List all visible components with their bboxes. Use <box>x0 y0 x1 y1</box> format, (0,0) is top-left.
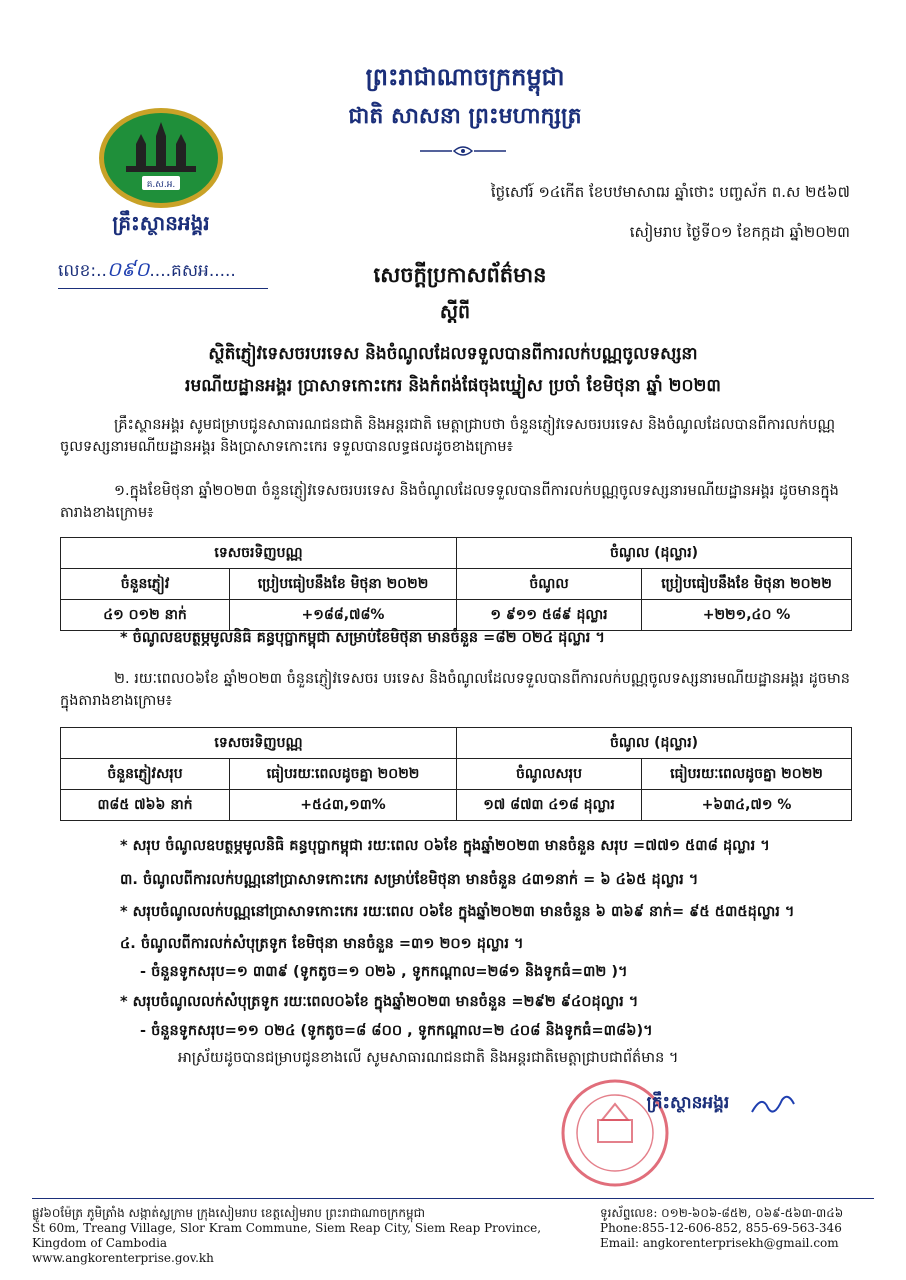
table-column-header: ប្រៀបធៀបនឹងខែ មិថុនា ២០២២ <box>230 569 457 600</box>
table-group-header: ទេសចរទិញបណ្ណ <box>61 538 457 569</box>
boat-count-six-month: - ចំនួនទូកសរុប=១១ ០២៤ (ទូកតូច=៨ ៨០០ , ទូកកណ្តាល=២ ៤០៨ និងទូកធំ=៣៨៦)។ <box>140 1023 653 1039</box>
lunar-date: ថ្ងៃសៅរ៍ ១៤កើត ខែបឋមាសាឍ ឆ្នាំថោះ បញ្ចស័ក ព.ស ២៥៦៧ <box>490 183 850 201</box>
table-group-header: ចំណូល (ដុល្លារ) <box>457 538 852 569</box>
table-cell: +១៨៨,៧៨% <box>230 600 457 631</box>
national-motto: ជាតិ សាសនា ព្រះមហាក្សត្រ <box>348 104 582 129</box>
six-month-stats-table <box>60 727 852 821</box>
kingdom-heading: ព្រះរាជាណាចក្រកម្ពុជា <box>365 63 565 91</box>
note-boat-six-month: * សរុបចំណូលលក់សំបុត្រទូក រយៈពេល០៦ខែ ក្នុងឆ្នាំ២០២៣ មានចំនួន =២៩២ ៩៤០ដុល្លារ ។ <box>120 994 639 1010</box>
note-kantha-bopha-monthly: * ចំណូលឧបត្ថម្ភមូលនិធិ គន្ធបុប្ផាកម្ពុជា សម្រាប់ខែមិថុនា មានចំនួន =៨២ ០២៤ ដុល្លារ ។ <box>120 630 605 646</box>
document-title: សេចក្តីប្រកាសព័ត៌មាន <box>373 263 547 287</box>
table-column-header: ចំនួនភ្ញៀវសរុប <box>61 759 230 790</box>
table-row <box>61 790 852 821</box>
note-koh-ker-six-month: * សរុបចំណូលលក់បណ្ណនៅប្រាសាទកោះកេរ រយៈពេល ០៦ខែ ក្នុងឆ្នាំ២០២៣ មានចំនួន ៦ ៣៦៩ នាក់= ៩៥ ៥៣៥ដុល្លារ ។ <box>120 904 795 920</box>
footer-address-kh: ផ្លូវ៦០ម៉ែត្រ ភូមិត្រាំង សង្កាត់ស្លក្រាម ក្រុងសៀមរាប ខេត្តសៀមរាប ព្រះរាជាណាចក្រកម្ពុជា <box>32 1206 426 1220</box>
table-column-header: ធៀបរយៈពេលដូចគ្នា ២០២២ <box>230 759 457 790</box>
footer-divider <box>32 1198 874 1199</box>
table-column-header: ចំណូល <box>457 569 642 600</box>
table-group-header: ទេសចរទិញបណ្ណ <box>61 728 457 759</box>
table-column-header: ចំនួនភ្ញៀវ <box>61 569 230 600</box>
section1-paragraph: ១.ក្នុងខែមិថុនា ឆ្នាំ២០២៣ ចំនួនភ្ញៀវទេសចរបរទេស និងចំណូលដែលទទួលបានពីការលក់បណ្ណចូលទស្សនារមណីយដ្ឋានអង្គរ ដូចមានក្នុងតារាងខាងក្រោម៖ <box>60 483 839 521</box>
section4-boat-monthly: ៤. ចំណូលពីការលក់សំបុត្រទូក ខែមិថុនា មានចំនួន =៣១ ២០១ ដុល្លារ ។ <box>120 936 524 952</box>
subject-heading-line2: រមណីយដ្ឋានអង្គរ ប្រាសាទកោះកេរ និងកំពង់ផែចុងឃ្នៀស ប្រចាំ ខែមិថុនា ឆ្នាំ ២០២៣ <box>185 376 721 396</box>
ornament-divider-icon <box>418 144 508 158</box>
section2-paragraph: ២. រយៈពេល០៦ខែ ឆ្នាំ២០២៣ ចំនួនភ្ញៀវទេសចរ បរទេស និងចំណូលដែលទទួលបានពីការលក់បណ្ណចូលទស្សនារមណីយដ្ឋានអង្គរ ដូចមានក្នុងតារាងខាងក្រោម៖ <box>60 671 850 709</box>
table-cell: +២២១,៤០ % <box>642 600 852 631</box>
subject-label: ស្តីពី <box>439 301 471 323</box>
footer-address <box>32 1206 592 1266</box>
footer-website: www.angkorenterprise.gov.kh <box>32 1251 214 1265</box>
note-kantha-bopha-six-month: * សរុប ចំណូលឧបត្ថម្ភមូលនិធិ គន្ធបុប្ផាកម្ពុជា រយៈពេល ០៦ខែ ក្នុងឆ្នាំ២០២៣ មានចំនួន សរុប =៧៧១ ៥៣៨ ដុល្លារ ។ <box>120 838 770 854</box>
table-column-header: ប្រៀបធៀបនឹងខែ មិថុនា ២០២២ <box>642 569 852 600</box>
table-cell: ៤១ ០១២ នាក់ <box>61 600 230 631</box>
signature-icon <box>748 1090 798 1120</box>
table-cell: ៣៨៥ ៧៦៦ នាក់ <box>61 790 230 821</box>
intro-paragraph: គ្រឹះស្ថានអង្គរ សូមជម្រាបជូនសាធារណជនជាតិ និងអន្តរជាតិ មេត្តាជ្រាបថា ចំនួនភ្ញៀវទេសចរបរទេស និងចំណូលដែលបានពីការលក់បណ្ណចូលទស្សនារមណីយដ្ឋានអង្គរ និងប្រាសាទកោះកេរ ទទួលបានលទ្ធផលដូចខាងក្រោម៖ <box>60 417 836 455</box>
table-row <box>61 600 852 631</box>
organization-name: គ្រឹះស្ថានអង្គរ <box>112 211 210 235</box>
reference-number: ០៩០ <box>106 257 150 281</box>
reference-number-line: លេខ:..០៩០....គសអ..... <box>58 256 268 289</box>
boat-count-monthly: - ចំនួនទូកសរុប=១ ៣៣៩ (ទូកតូច=១ ០២៦ , ទូកកណ្តាល=២៨១ និងទូកធំ=៣២ )។ <box>140 964 628 980</box>
footer-phone-en: Phone:855-12-606-852, 855-69-563-346 <box>600 1221 842 1235</box>
footer-address-en: St 60m, Treang Village, Slor Kram Commune, Siem Reap City, Siem Reap Province, Kingdom of Cambodia <box>32 1221 542 1250</box>
table-cell: ១ ៩១១ ៥៨៩ ដុល្លារ <box>457 600 642 631</box>
solar-date: សៀមរាប ថ្ងៃទី០១ ខែកក្កដា ឆ្នាំ២០២៣ <box>629 223 850 241</box>
table-cell: +៦៣៤,៧១ % <box>642 790 852 821</box>
footer-contact <box>600 1206 880 1251</box>
table-cell: +៥៤៣,១៣% <box>230 790 457 821</box>
reference-suffix: គសអ <box>171 261 209 281</box>
logo-text: គ.ស.អ. <box>146 180 176 190</box>
closing-sentence: អាស្រ័យដូចបានជម្រាបជូនខាងលើ សូមសាធារណជនជាតិ និងអន្តរជាតិមេត្តាជ្រាបជាព័ត៌មាន ។ <box>178 1050 679 1066</box>
reference-label: លេខ: <box>58 261 97 281</box>
table-column-header: ធៀបរយៈពេលដូចគ្នា ២០២២ <box>642 759 852 790</box>
subject-heading-line1: ស្ថិតិភ្ញៀវទេសចរបរទេស និងចំណូលដែលទទួលបានពីការលក់បណ្ណចូលទស្សនា <box>208 344 698 364</box>
angkor-enterprise-logo <box>96 106 226 210</box>
signature-organization: គ្រឹះស្ថានអង្គរ <box>646 1093 730 1113</box>
monthly-stats-table <box>60 537 852 631</box>
footer-email: Email: angkorenterprisekh@gmail.com <box>600 1236 839 1250</box>
table-cell: ១៧ ៨៧៣ ៤១៨ ដុល្លារ <box>457 790 642 821</box>
section3-koh-ker-monthly: ៣. ចំណូលពីការលក់បណ្ណនៅប្រាសាទកោះកេរ សម្រាប់ខែមិថុនា មានចំនួន ៤៣១នាក់ = ៦ ៤៦៥ ដុល្លារ ។ <box>120 872 699 888</box>
table-group-header: ចំណូល (ដុល្លារ) <box>457 728 852 759</box>
table-column-header: ចំណូលសរុប <box>457 759 642 790</box>
footer-phone-kh: ទូរស័ព្ទលេខ: ០១២-៦០៦-៨៥២, ០៦៩-៥៦៣-៣៤៦ <box>600 1206 844 1220</box>
